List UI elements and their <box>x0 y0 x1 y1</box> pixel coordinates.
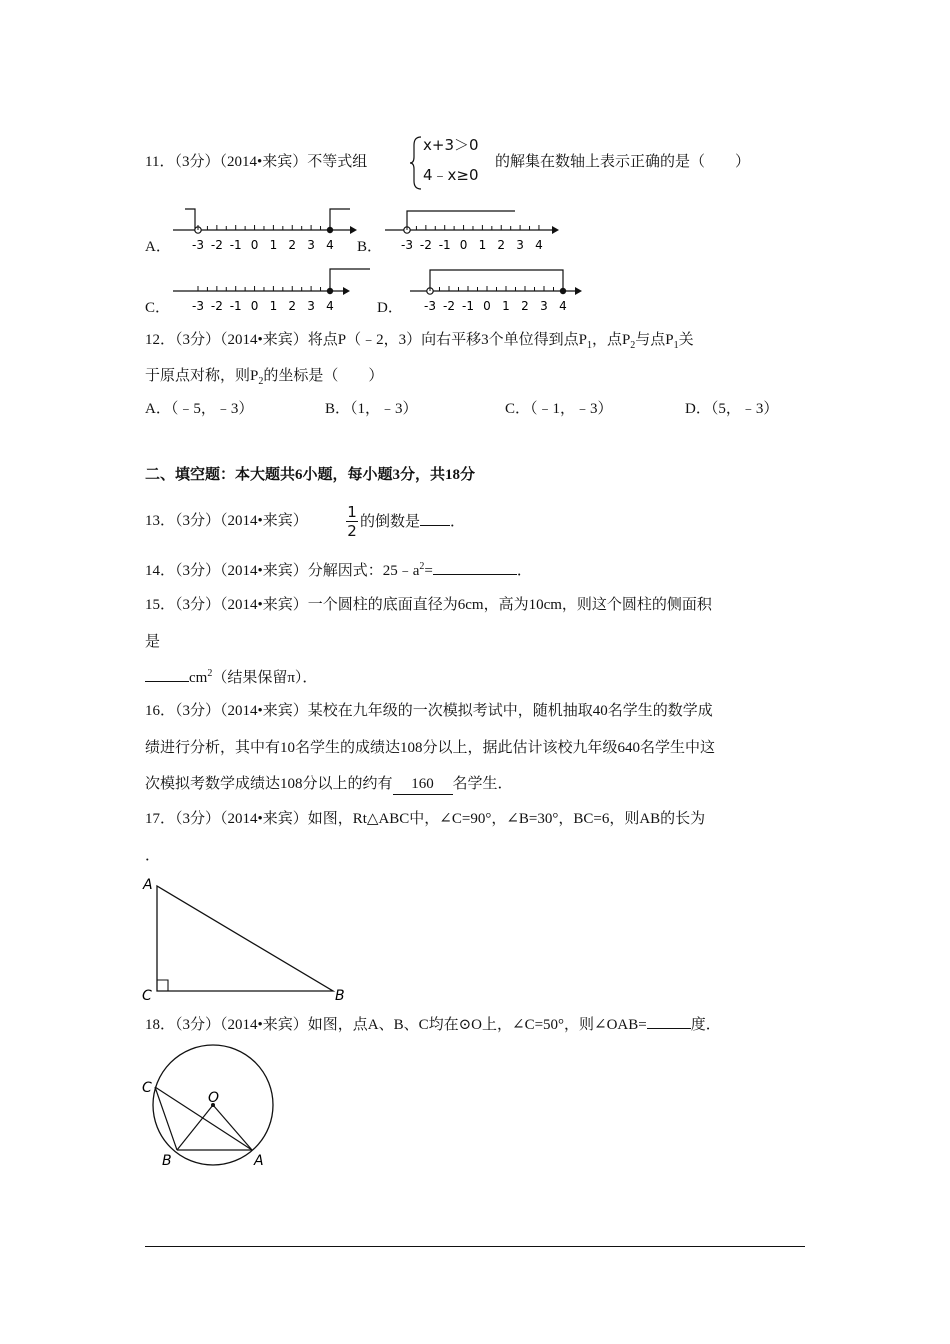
tick-label: 3 <box>516 238 524 252</box>
q12-text-e: 于原点对称，则P <box>145 368 259 384</box>
q12-text-d: 关 <box>678 332 694 348</box>
tick-label: 3 <box>307 238 315 252</box>
tick-label: -1 <box>462 299 474 313</box>
q16-answer: 160 <box>393 774 453 795</box>
q16-line1: 16．（3分）（2014•来宾）某校在九年级的一次模拟考试中，随机抽取40名学生的数学成 <box>145 703 713 719</box>
tick-label: -2 <box>210 238 223 252</box>
q12-sub3: 1 <box>673 340 679 351</box>
tick-label: 0 <box>459 238 468 252</box>
tick-label: 2 <box>497 238 506 252</box>
q11-option-a-numberline <box>168 205 358 255</box>
tick-label: 0 <box>250 238 259 252</box>
q14-stem <box>145 560 532 581</box>
q16-line3 <box>145 774 513 795</box>
tick-label: -3 <box>424 299 436 313</box>
q11-option-b-label: B． <box>357 239 383 255</box>
q13-numerator: 1 <box>347 503 357 521</box>
tick-label: -2 <box>443 299 455 313</box>
q13-prefix: 13．（3分）（2014•来宾） <box>145 513 308 529</box>
q13-end: ． <box>450 514 466 530</box>
q12-text-a: 12．（3分）（2014•来宾）将点P（﹣2，3）向右平移3个单位得到点P <box>145 332 587 348</box>
q13-fraction <box>345 503 359 540</box>
tick-label: -1 <box>229 238 242 252</box>
tick-label: -3 <box>401 238 413 252</box>
tick-label: 4 <box>326 238 334 252</box>
q12-line2 <box>145 366 383 386</box>
q17-triangle-figure <box>140 872 355 1007</box>
q11-option-d-label: D． <box>377 300 403 316</box>
q12-option-a: A．（﹣5，﹣3） <box>145 401 254 417</box>
tick-label: 4 <box>559 299 567 313</box>
q18-label-a: A <box>254 1153 264 1169</box>
q12-option-b: B．（1，﹣3） <box>325 401 418 417</box>
q13-suffix-text: 的倒数是 <box>360 514 421 530</box>
q13-suffix <box>360 511 465 532</box>
q11-option-d-numberline <box>405 266 585 316</box>
q11-prefix: 11．（3分）（2014•来宾）不等式组 <box>145 154 368 170</box>
tick-label: 1 <box>269 299 278 313</box>
q11-option-c-label: C． <box>145 300 171 316</box>
q12-line1 <box>145 330 694 350</box>
q17-label-c: C <box>142 988 152 1004</box>
q18-suffix: 度． <box>690 1017 721 1033</box>
tick-label: 2 <box>288 238 297 252</box>
tick-label: -2 <box>419 238 432 252</box>
q17-label-a: A <box>143 877 153 893</box>
q18-circle-figure <box>138 1042 280 1172</box>
q14-mid: = <box>424 563 433 579</box>
tick-label: 0 <box>250 299 259 313</box>
q15-rest: （结果保留π）． <box>212 670 318 686</box>
tick-label: 4 <box>326 299 334 313</box>
q18-label-c: C <box>142 1080 152 1096</box>
q17-line1: 17．（3分）（2014•来宾）如图，Rt△ABC中，∠C=90°，∠B=30°，BC=6，则AB的长为 <box>145 811 706 827</box>
q12-sub4: 2 <box>258 376 264 387</box>
tick-label: 3 <box>540 299 548 313</box>
tick-label: -3 <box>192 238 204 252</box>
tick-label: 3 <box>307 299 315 313</box>
q15-unit: cm <box>189 670 208 686</box>
q12-text-c: 与点P <box>635 332 674 348</box>
q11-option-c-numberline <box>168 266 378 316</box>
q16-line2: 绩进行分析，其中有10名学生的成绩达108分以上，据此估计该校九年级640名学生中这 <box>145 740 716 756</box>
q18-answer-blank <box>647 1014 691 1029</box>
q12-sub2: 2 <box>630 340 636 351</box>
tick-label: 4 <box>535 238 543 252</box>
tick-label: 1 <box>269 238 278 252</box>
tick-label: -3 <box>192 299 204 313</box>
q17-right-angle-mark <box>157 980 168 991</box>
q11-system-brace <box>410 135 424 191</box>
q13-answer-blank <box>420 511 450 526</box>
tick-label: 1 <box>502 299 510 313</box>
q17-triangle <box>157 886 333 991</box>
tick-label: 2 <box>521 299 529 313</box>
tick-label: 1 <box>478 238 487 252</box>
q15-line3 <box>145 667 317 688</box>
q11-system-line2: 4﹣x≥0 <box>423 166 479 184</box>
q16-text-a: 次模拟考数学成绩达108分以上的约有 <box>145 776 393 792</box>
q17-line2: ． <box>145 848 161 864</box>
tick-label: -2 <box>210 299 223 313</box>
q14-end: ． <box>516 563 532 579</box>
q11-option-a-label: A． <box>145 239 171 255</box>
tick-label: 2 <box>288 299 297 313</box>
q18-label-o: O <box>208 1090 220 1106</box>
section-2-title: 二、填空题：本大题共6小题，每小题3分，共18分 <box>145 467 476 483</box>
q16-text-b: 名学生． <box>452 776 513 792</box>
q11-suffix: 的解集在数轴上表示正确的是（ ） <box>495 154 751 170</box>
q18-prefix: 18．（3分）（2014•来宾）如图，点A、B、C均在⊙O上，∠C=50°，则∠OAB= <box>145 1017 647 1033</box>
q15-line2: 是 <box>145 634 161 650</box>
q15-answer-blank <box>145 667 189 682</box>
tick-label: 0 <box>483 299 491 313</box>
q11-stem <box>145 152 367 172</box>
q12-option-d: D．（5，﹣3） <box>685 401 779 417</box>
q14-answer-blank <box>433 560 517 575</box>
q18-label-b: B <box>162 1153 172 1169</box>
tick-label: -1 <box>438 238 451 252</box>
tick-label: -1 <box>229 299 242 313</box>
q12-text-f: 的坐标是（ ） <box>263 368 384 384</box>
q12-text-b: ，点P <box>591 332 631 348</box>
q18-stem <box>145 1014 721 1035</box>
q13-denominator: 2 <box>347 522 357 540</box>
q11-system-line1: x+3＞0 <box>423 136 479 154</box>
q15-line1: 15．（3分）（2014•来宾）一个圆柱的底面直径为6cm，高为10cm，则这个圆柱的侧面积 <box>145 597 712 613</box>
q12-option-c: C．（﹣1，﹣3） <box>505 401 613 417</box>
q15-sup: 2 <box>207 668 213 679</box>
q12-sub1: 1 <box>586 340 592 351</box>
q14-prefix: 14．（3分）（2014•来宾）分解因式：25﹣a <box>145 563 420 579</box>
q11-option-b-numberline <box>380 205 560 255</box>
q17-label-b: B <box>335 988 345 1004</box>
q14-sup: 2 <box>419 561 425 572</box>
page-bottom-rule <box>145 1246 805 1247</box>
